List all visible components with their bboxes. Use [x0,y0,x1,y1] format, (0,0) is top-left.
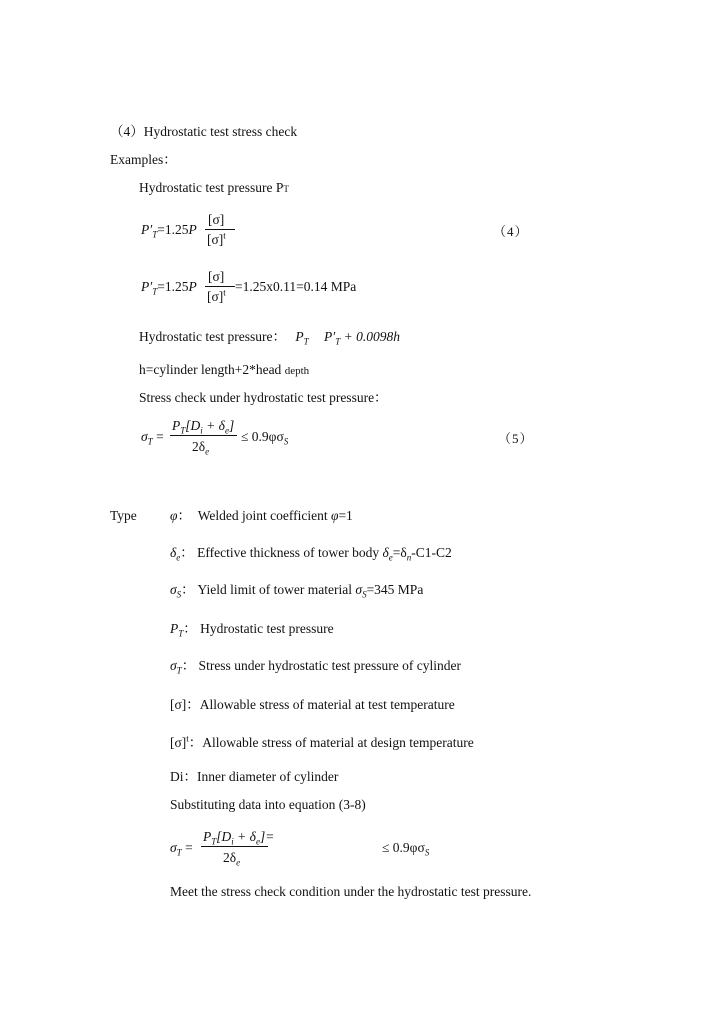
equation-4b: $P'_T=1.25P$ [141,279,197,297]
eq4-denominator: $[\sigma]^t$ [207,230,226,247]
equation-number-5: （5） [498,431,534,446]
eq5-fraction-bar [170,435,237,436]
section-heading: （4）Hydrostatic test stress check [110,124,298,139]
final-eq-denominator: $2\delta_e$ [223,850,241,868]
eq4b-result: =1.25x0.11=0.14 MPa [235,279,357,294]
equation-number-4: （4） [493,224,529,239]
eq4b-fraction-bar [205,286,235,287]
hydro-pressure-line: Hydrostatic test pressure： $P_T$ $P'_T + 0.0098h$ [139,329,400,347]
eq4-numerator: [σ] [208,212,225,227]
def-allowable-test: [σ]：Allowable stress of material at test temperature [170,697,455,712]
def-phi: φ： Welded joint coefficient φ=1 [170,508,353,523]
final-equation-lhs: $\sigma_T$ = [170,840,193,858]
substituting-text: Substituting data into equation (3-8) [170,797,366,812]
def-delta-e: $\delta_e$： Effective thickness of tower body $\delta_e=\delta_n-C1-C2$ [170,545,452,563]
eq4-fraction-bar [205,229,235,230]
type-label: Type [110,508,137,523]
def-sigma-s: $\sigma_S$： Yield limit of tower material $\sigma_S=345$ MPa [170,582,424,600]
final-eq-rhs: ≤ $0.9\varphi\sigma_S$ [382,840,430,858]
eq5-numerator: $P_T[D_i + \delta_e]$ [172,418,235,436]
eq4b-denominator: $[\sigma]^t$ [207,287,226,304]
conclusion-text: Meet the stress check condition under the hydrostatic test pressure. [170,884,532,899]
eq4b-numerator: [σ] [208,269,225,284]
def-pt: $P_T$： Hydrostatic test pressure [170,621,334,639]
h-definition: h=cylinder length+2*head depth [139,362,310,377]
eq5-denominator: $2\delta_e$ [192,439,210,457]
hydro-pressure-label: Hydrostatic test pressure PT [139,180,289,195]
final-eq-numerator: $P_T[D_i + \delta_e]=$ [203,829,275,847]
equation-4: $P'_T=1.25P$ [141,222,197,240]
def-allowable-design: $[\sigma]^t$：Allowable stress of material at design temperature [170,733,474,750]
def-sigma-t: $\sigma_T$： Stress under hydrostatic test pressure of cylinder [170,658,461,676]
stress-check-label: Stress check under hydrostatic test pressure： [139,390,388,405]
equation-5-lhs: $\sigma_T$ = [141,429,164,447]
final-eq-fraction-bar [201,846,268,847]
eq5-rhs: ≤ $0.9\varphi\sigma_S$ [241,429,289,447]
examples-label: Examples： [110,152,177,167]
def-di: Di：Inner diameter of cylinder [170,769,339,784]
